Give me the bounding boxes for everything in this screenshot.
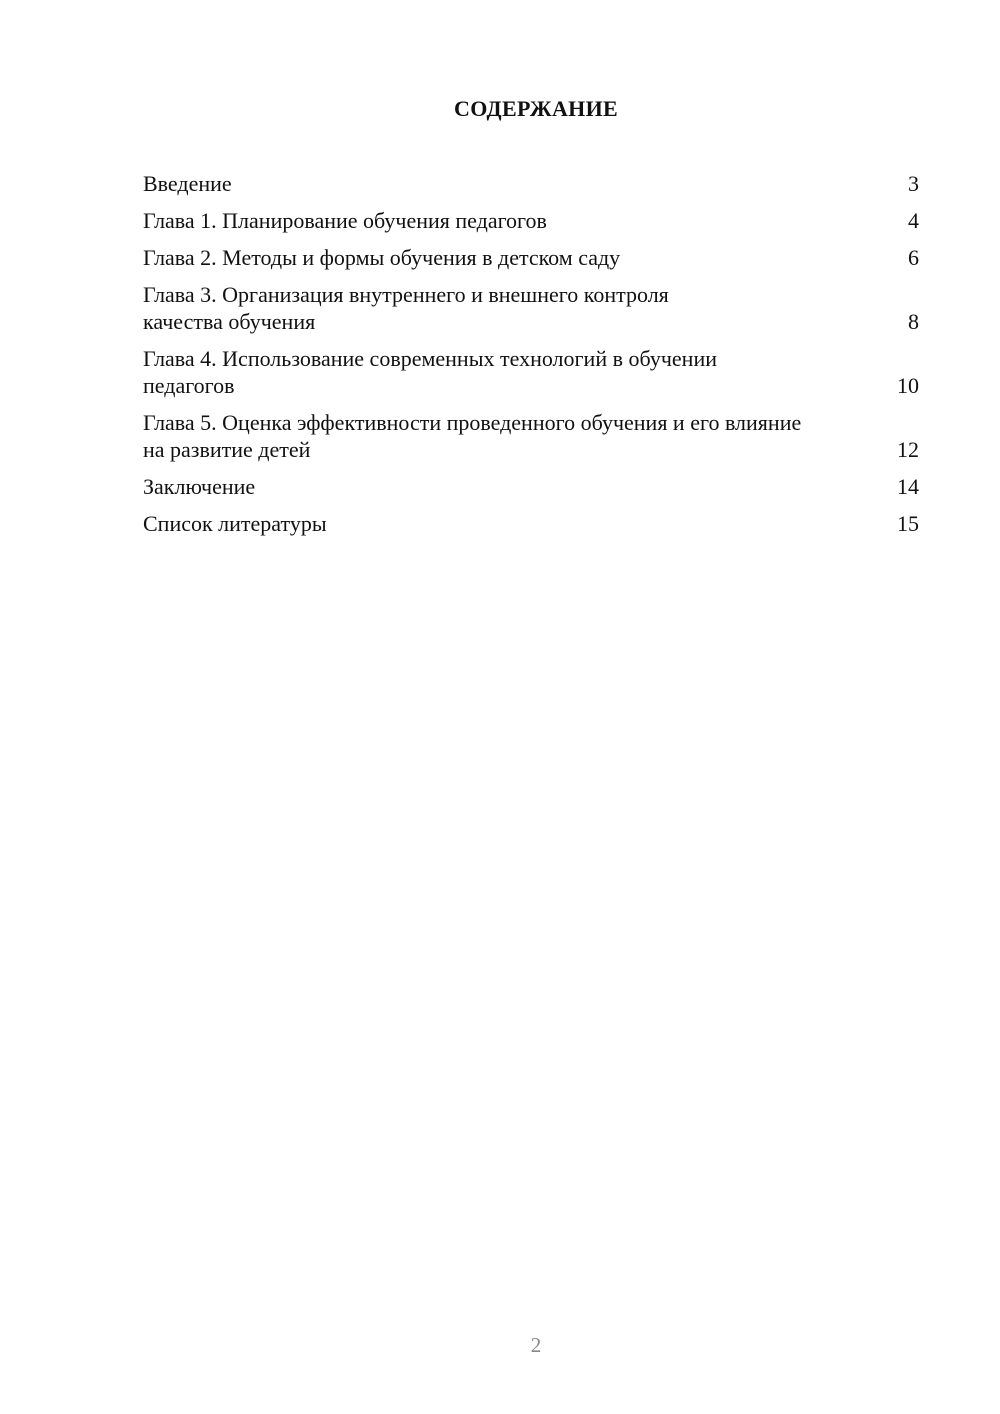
toc-entry-chapter-4 bbox=[143, 345, 919, 399]
page-number: 2 bbox=[530, 1333, 542, 1357]
toc-entry-page: 14 bbox=[897, 474, 919, 499]
toc-entry-label: Введение bbox=[143, 171, 232, 196]
table-of-contents bbox=[143, 170, 919, 547]
toc-entry-introduction bbox=[143, 170, 919, 197]
toc-entry-page: 10 bbox=[897, 373, 919, 398]
toc-entry-page: 6 bbox=[908, 245, 919, 270]
toc-entry-chapter-3 bbox=[143, 281, 919, 335]
toc-entry-page: 12 bbox=[897, 437, 919, 462]
toc-entry-chapter-1 bbox=[143, 207, 919, 234]
toc-entry-conclusion bbox=[143, 473, 919, 500]
toc-entry-label: Глава 2. Методы и формы обучения в детском саду bbox=[143, 245, 621, 270]
toc-entry-label: Глава 3. Организация внутреннего и внешнего контроля качества обучения bbox=[143, 282, 669, 334]
toc-entry-label: Глава 4. Использование современных технологий в обучении педагогов bbox=[143, 346, 717, 398]
toc-entry-chapter-2 bbox=[143, 244, 919, 271]
toc-entry-chapter-5 bbox=[143, 409, 919, 463]
toc-entry-references bbox=[143, 510, 919, 537]
toc-entry-label: Глава 1. Планирование обучения педагогов bbox=[143, 208, 547, 233]
toc-entry-page: 8 bbox=[908, 309, 919, 334]
toc-entry-page: 3 bbox=[908, 171, 919, 196]
page-title: СОДЕРЖАНИЕ bbox=[454, 96, 618, 121]
toc-entry-label: Глава 5. Оценка эффективности проведенного обучения и его влияние на развитие детей bbox=[143, 410, 802, 462]
toc-entry-page: 15 bbox=[897, 511, 919, 536]
toc-entry-label: Заключение bbox=[143, 474, 256, 499]
toc-entry-label: Список литературы bbox=[143, 511, 327, 536]
toc-entry-page: 4 bbox=[908, 208, 919, 233]
